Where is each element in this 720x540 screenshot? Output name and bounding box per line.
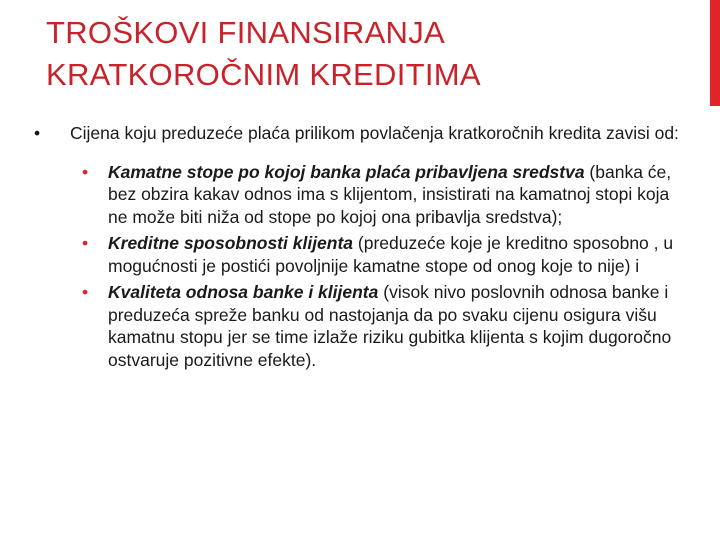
- list-item: [32, 232, 708, 277]
- bullet-icon: •: [34, 123, 41, 143]
- slide-title: [46, 12, 686, 96]
- list-item-lead: Kvaliteta odnosa banke i klijenta: [108, 282, 379, 302]
- intro-text: Cijena koju preduzeće plaća prilikom povlačenja kratkoročnih kredita zavisi od:: [70, 123, 679, 143]
- list-item-lead: Kreditne sposobnosti klijenta: [108, 233, 354, 253]
- list-item-lead: Kamatne stope po kojoj banka plaća pribavljena sredstva: [108, 161, 585, 182]
- list-item-rest: (visok nivo poslovnih odnosa banke i preduzeća sprežе banku od nastojanja da po svaku cijenu osigura višu kamatnu stopu jer se time izlaže riziku gubitka klijenta s kojim dugoročno ostvaruje pozitivne efekte).: [108, 282, 672, 370]
- list-item-text: [108, 232, 688, 277]
- title-line-1: TROŠKOVI FINANSIRANJA: [46, 15, 446, 50]
- slide-body: [32, 122, 692, 371]
- accent-track: [710, 106, 720, 540]
- intro-item: [32, 122, 692, 145]
- list-item-text: [108, 161, 688, 229]
- bullet-icon: •: [82, 282, 89, 302]
- bullet-icon: •: [82, 233, 89, 253]
- bullet-icon: •: [82, 161, 89, 182]
- list-item: [32, 161, 708, 229]
- list-item-text: [108, 281, 688, 371]
- list-item-rest: (preduzeće koje je kreditno sposobno , u mogućnosti je postići povoljnije kamatne stope od onog koje to nije) i: [108, 233, 674, 276]
- list-item-rest: (banka će, bez obzira kakav odnos ima s klijentom, insistirati na kamatnoj stopi koja ne može biti niža od stope po kojoj ona pribavlja sredstva);: [108, 161, 672, 227]
- title-line-2: KRATKOROČNIM KREDITIMA: [46, 57, 481, 92]
- accent-bar: [710, 0, 720, 106]
- list-item: [32, 281, 708, 371]
